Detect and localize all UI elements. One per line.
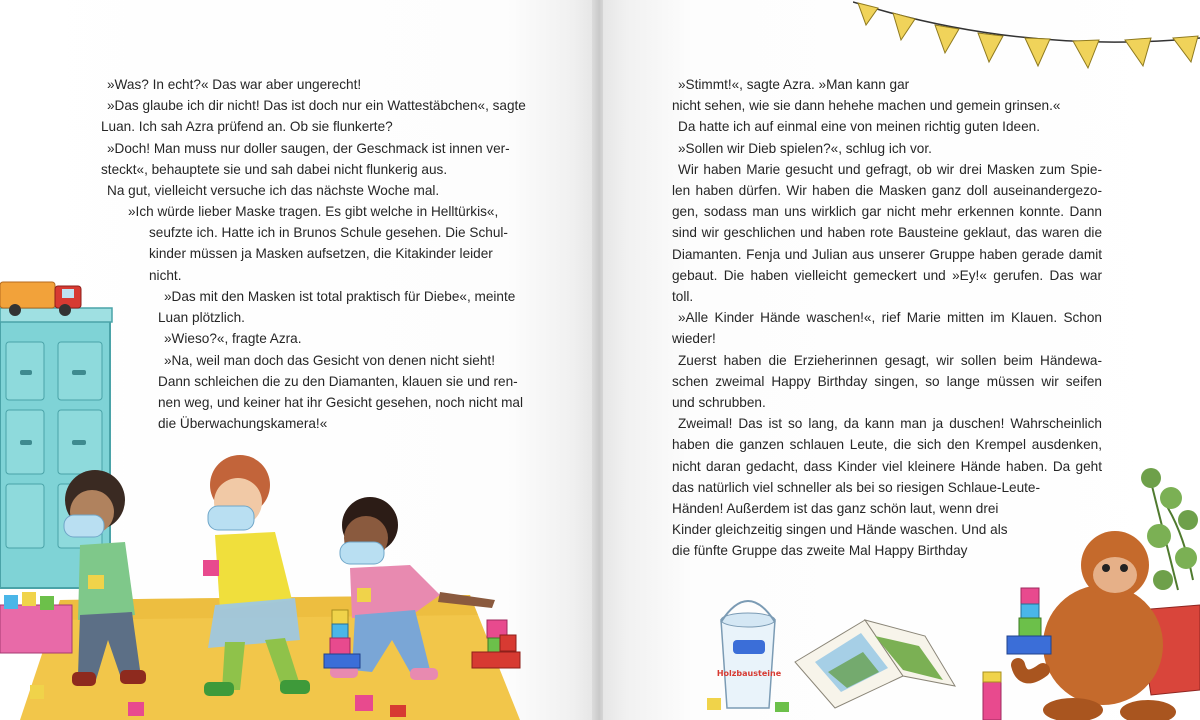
left-page-text <box>101 74 531 201</box>
text-line: nen weg, und keiner hat ihr Gesicht gesehen, noch nicht mal <box>158 395 523 411</box>
text-line: »Stimmt!«, sagte Azra. »Man kann gar <box>678 77 910 92</box>
text-line: len haben dürfen. Wir haben die Masken ganz doll auseinandergezo- <box>672 183 1102 199</box>
text-line: die fünfte Gruppe das zweite Mal Happy Birthday <box>672 543 968 559</box>
text-line: »Alle Kinder Hände waschen!«, rief Marie mitten im Klauen. Schon <box>678 310 1102 326</box>
text-line: das natürlich viel schneller als bei so riesigen Schlaue-Leute- <box>672 479 1040 495</box>
text-line: die Überwachungskamera!« <box>158 416 328 432</box>
text-line: nicht daran gedacht, dass Kinder viel kleinere Hände haben. Da geht <box>672 458 1102 474</box>
text-line: Zuerst haben die Erzieherinnen gesagt, wir sollen beim Händewa- <box>678 352 1102 368</box>
bucket-label: Holzbausteine <box>716 669 782 678</box>
text-line: nicht sehen, wie sie dann hehehe machen und gemein grinsen.« <box>672 98 1061 114</box>
text-line: Kinder gleichzeitig singen und Hände waschen. Und als <box>672 522 1008 538</box>
text-line: Luan. Ich sah Azra prüfend an. Ob sie flunkerte? <box>101 119 393 135</box>
text-line: Zweimal! Das ist so lang, da kann man ja duschen! Wahrscheinlich <box>678 416 1102 432</box>
text-line: »Ich würde lieber Maske tragen. Es gibt welche in Helltürkis«, <box>128 204 499 219</box>
text-line: Dann schleichen die zu den Diamanten, klauen sie und ren- <box>158 373 518 389</box>
text-line: »Das glaube ich dir nicht! Das ist doch nur ein Wattestäbchen«, sagte <box>107 98 526 114</box>
picture-book <box>795 620 955 708</box>
text-line: Na gut, vielleicht versuche ich das nächste Woche mal. <box>107 183 440 199</box>
text-line: »Doch! Man muss nur doller saugen, der Geschmack ist innen ver- <box>107 140 510 156</box>
text-line: »Was? In echt?« Das war aber ungerecht! <box>107 77 362 92</box>
text-line: Diamanten. Fenja und Julian aus unserer Gruppe haben gerade damit <box>672 246 1102 262</box>
playroom-illustration <box>603 440 1200 720</box>
text-line: Da hatte ich auf einmal eine von meinen richtig guten Ideen. <box>678 119 1040 135</box>
text-line: wieder! <box>672 331 716 347</box>
text-line: sind wir geschlichen und haben rote Bausteine geklaut, das waren die <box>672 225 1102 241</box>
text-line: Luan plötzlich. <box>158 310 245 326</box>
building-blocks-right <box>983 588 1051 720</box>
text-line: seufzte ich. Hatte ich in Brunos Schule gesehen. Die Schul- <box>149 225 508 241</box>
bunting-garland <box>853 0 1200 90</box>
text-line: Händen! Außerdem ist das ganz schön laut, wenn drei <box>672 501 999 517</box>
text-line: »Na, weil man doch das Gesicht von denen nicht sieht! <box>164 352 495 368</box>
text-line: »Das mit den Masken ist total praktisch für Diebe«, meinte <box>164 289 516 304</box>
text-line: Wir haben Marie gesucht und gefragt, ob wir drei Masken zum Spie- <box>678 161 1102 177</box>
text-line: haben die ganzen schlauen Leute, die sich den Krempel ausdenken, <box>672 437 1102 453</box>
right-page <box>603 0 1200 720</box>
left-page <box>0 0 597 720</box>
block-bucket <box>707 601 789 712</box>
text-line: gebaut. Die haben vielleicht gemeckert und »Ey!« gerufen. Das war <box>672 267 1102 283</box>
text-line: schen zweimal Happy Birthday singen, so lange müssen wir seifen <box>672 373 1102 389</box>
text-line: kinder müssen ja Masken aufsetzen, die Kitakinder leider <box>149 246 493 262</box>
text-line: »Sollen wir Dieb spielen?«, schlug ich vor. <box>678 140 932 156</box>
kindergarten-illustration <box>0 270 597 720</box>
text-line: nicht. <box>149 267 182 283</box>
text-line: gen, sodass man uns wirklich gar nicht mehr erkennen konnte. Dann <box>672 204 1102 220</box>
text-line: toll. <box>672 289 694 305</box>
text-line: steckt«, behauptete sie und sah dabei nicht flunkerig aus. <box>101 161 448 177</box>
text-line: und schrubben. <box>672 395 766 411</box>
text-line: »Wieso?«, fragte Azra. <box>164 331 302 347</box>
